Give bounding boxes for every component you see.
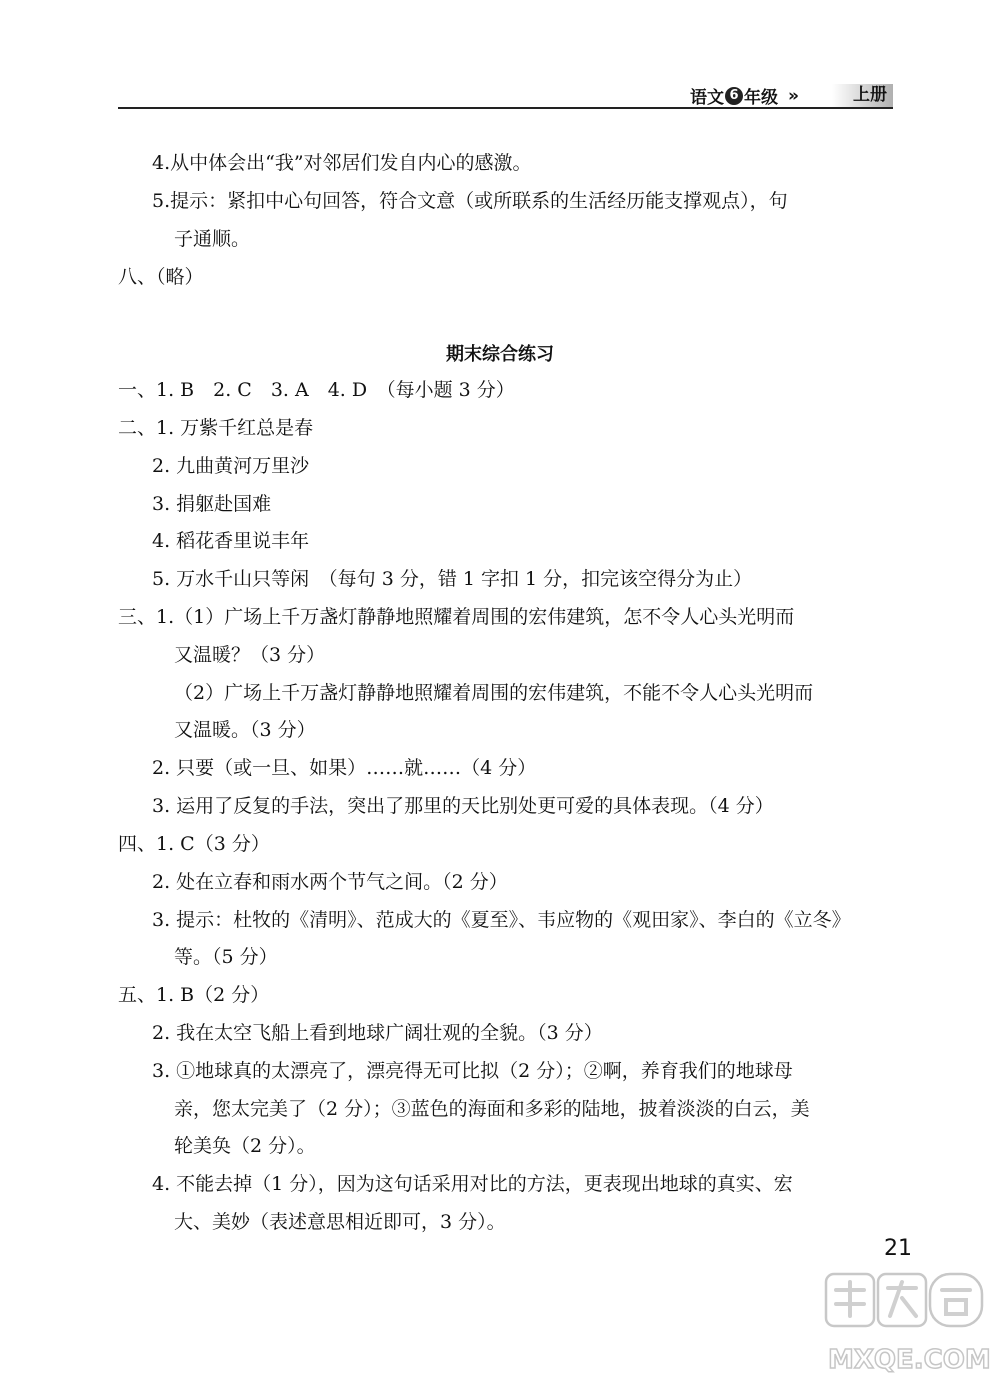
answer-line: 四、1. C（3 分） [118,833,270,855]
answer-line: 又温暖？（3 分） [174,644,326,666]
answer-line: 4. 不能去掉（1 分），因为这句话采用对比的方法，更表现出地球的真实、宏 [152,1173,793,1195]
answer-line: 又温暖。（3 分） [174,719,316,741]
answer-line: 子通顺。 [174,228,251,250]
answer-line: 2. 只要（或一旦、如果）……就……（4 分） [152,757,537,779]
grade-suffix: 年级 [744,88,778,108]
answer-line: 5.提示：紧扣中心句回答，符合文意（或所联系的生活经历能支撑观点），句 [152,190,788,212]
answer-line: 五、1. B（2 分） [118,984,270,1006]
answer-line: 3. 提示：杜牧的《清明》、范成大的《夏至》、韦应物的《观田家》、李白的《立冬》 [152,909,851,931]
answer-line: 2. 处在立春和雨水两个节气之间。（2 分） [152,871,508,893]
answer-line: 3. 运用了反复的手法，突出了那里的天比别处更可爱的具体表现。（4 分） [152,795,774,817]
answer-line: 4. 稻花香里说丰年 [152,530,310,552]
answer-line: 3. 捐躯赴国难 [152,493,272,515]
answer-line: 3. ①地球真的太漂亮了，漂亮得无可比拟（2 分）；②啊，养育我们的地球母 [152,1060,793,1082]
answer-line: 等。（5 分） [174,946,278,968]
answer-line: 4.从中体会出“我”对邻居们发自内心的感激。 [152,152,532,174]
section-title: 期末综合练习 [446,344,554,365]
page-number: 21 [884,1236,912,1261]
svg-text:MXQE.COM: MXQE.COM [828,1345,990,1375]
volume-label: 上册 [832,84,893,107]
watermark-logo [820,1268,990,1387]
answer-line: 三、1.（1）广场上千万盏灯静静地照耀着周围的宏伟建筑，怎不令人心头光明而 [118,606,795,628]
grade-number-badge: 6 [725,87,743,105]
answer-line: 2. 九曲黄河万里沙 [152,455,310,477]
answer-line: 亲，您太完美了（2 分）；③蓝色的海面和多彩的陆地，披着淡淡的白云，美 [174,1098,810,1120]
answer-line: 二、1. 万紫千红总是春 [118,417,314,439]
answer-line: 2. 我在太空飞船上看到地球广阔壮观的全貌。（3 分） [152,1022,603,1044]
chevron-right-icon: » [788,85,799,106]
answer-line: 大、美妙（表述意思相近即可，3 分）。 [174,1211,506,1233]
subject-label: 语文 [690,88,724,108]
answer-line: 轮美奂（2 分）。 [174,1135,316,1157]
answer-line: 一、1. B 2. C 3. A 4. D （每小题 3 分） [118,379,515,401]
answer-line: 5. 万水千山只等闲 （每句 3 分，错 1 字扣 1 分，扣完该空得分为止） [152,568,753,590]
header-subject-grade [690,84,803,107]
answer-line: （2）广场上千万盏灯静静地照耀着周围的宏伟建筑，不能不令人心头光明而 [174,682,814,704]
section-heading: 八、（略） [118,266,204,288]
